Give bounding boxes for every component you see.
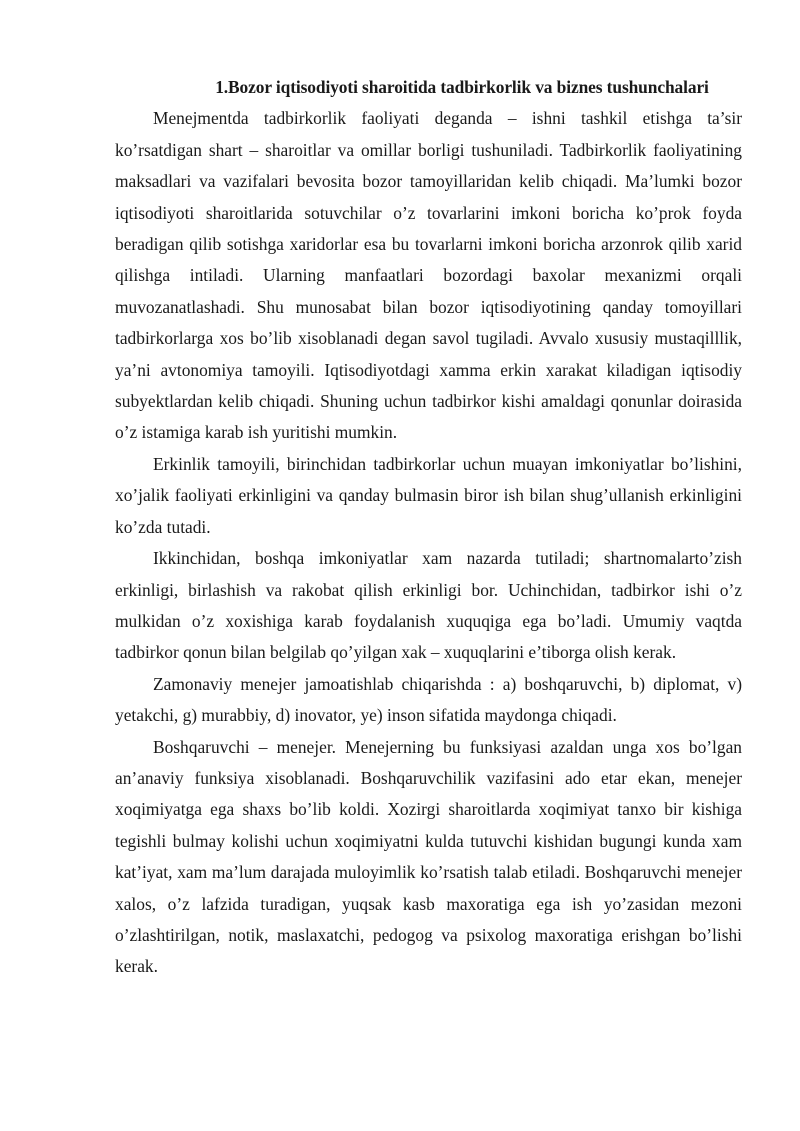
section-title: 1.Bozor iqtisodiyoti sharoitida tadbirkorlik va biznes tushunchalari: [215, 77, 709, 97]
paragraph-modern-manager-roles: Zamonaviy menejer jamoatishlab chiqarishda : a) boshqaruvchi, b) diplomat, v) yetakchi, g) murabbiy, d) inovator, ye) inson sifatida maydonga chiqadi.: [115, 673, 742, 726]
document-body: [115, 72, 742, 983]
paragraph-freedom-principle: Erkinlik tamoyili, birinchidan tadbirkorlar uchun muayan imkoniyatlar bo’lishini, xo’jalik faoliyati erkinligini va qanday bulmasin biror ish bilan shug’ullanish erkinligini ko’zda tutadi.: [115, 453, 742, 537]
paragraph-entrepreneurship-definition: Menejmentda tadbirkorlik faoliyati deganda – ishni tashkil etishga ta’sir ko’rsatdigan shart – sharoitlar va omillar borligi tushuniladi. Tadbirkorlik faoliyatining maksadlari va vazifalari bevosita bozor tamoyillaridan kelib chiqadi. Ma’lumki bozor iqtisodiyoti sharoitlarida sotuvchilar o’z tovarlarini imkoni boricha ko’prok foyda beradigan qilib sotishga xaridorlar esa bu tovarlarni imkoni boricha arzonrok qilib xarid qilishga intiladi. Ularning manfaatlari bozordagi baxolar mexanizmi orqali muvozanatlashadi. Shu munosabat bilan bozor iqtisodiyotining qanday tomoyillari tadbirkorlarga xos bo’lib xisoblanadi degan savol tugiladi. Avvalo xususiy mustaqilllik, ya’ni avtonomiya tamoyili. Iqtisodiyotdagi xamma erkin xarakat kiladigan iqtisodiy subyektlardan kelib chiqadi. Shuning uchun tadbirkor kishi amaldagi qonunlar doirasida o’z istamiga karab ish yuritishi mumkin.: [115, 108, 742, 443]
paragraph-other-opportunities: Ikkinchidan, boshqa imkoniyatlar xam nazarda tutiladi; shartnomalarto’zish erkinligi, birlashish va rakobat qilish erkinligi bor. Uchinchidan, tadbirkor ishi o’z mulkidan o’z xoxishiga karab foydalanish xuquqiga ega bo’ladi. Umumiy vaqtda tadbirkor qonun bilan belgilab qo’yilgan xak – xuquqlarini e’tiborga olish kerak.: [115, 548, 742, 663]
paragraph-manager-as-leader: Boshqaruvchi – menejer. Menejerning bu funksiyasi azaldan unga xos bo’lgan an’anaviy funksiya xisoblanadi. Boshqaruvchilik vazifasini ado etar ekan, menejer xoqimiyatga ega shaxs bo’lib koldi. Xozirgi sharoitlarda xoqimiyat tanxo bir kishiga tegishli bulmay kolishi uchun xoqimiyatni kulda tutuvchi kishidan bugungi kunda xam kat’iyat, xam ma’lum darajada muloyimlik ko’rsatish talab etiladi. Boshqaruvchi menejer xalos, o’z lafzida turadigan, yuqsak kasb maxoratiga ega ish yo’zasidan mezoni o’zlashtirilgan, notik, maslaxatchi, pedogog va psixolog maxoratiga erishgan bo’lishi kerak.: [115, 736, 742, 977]
